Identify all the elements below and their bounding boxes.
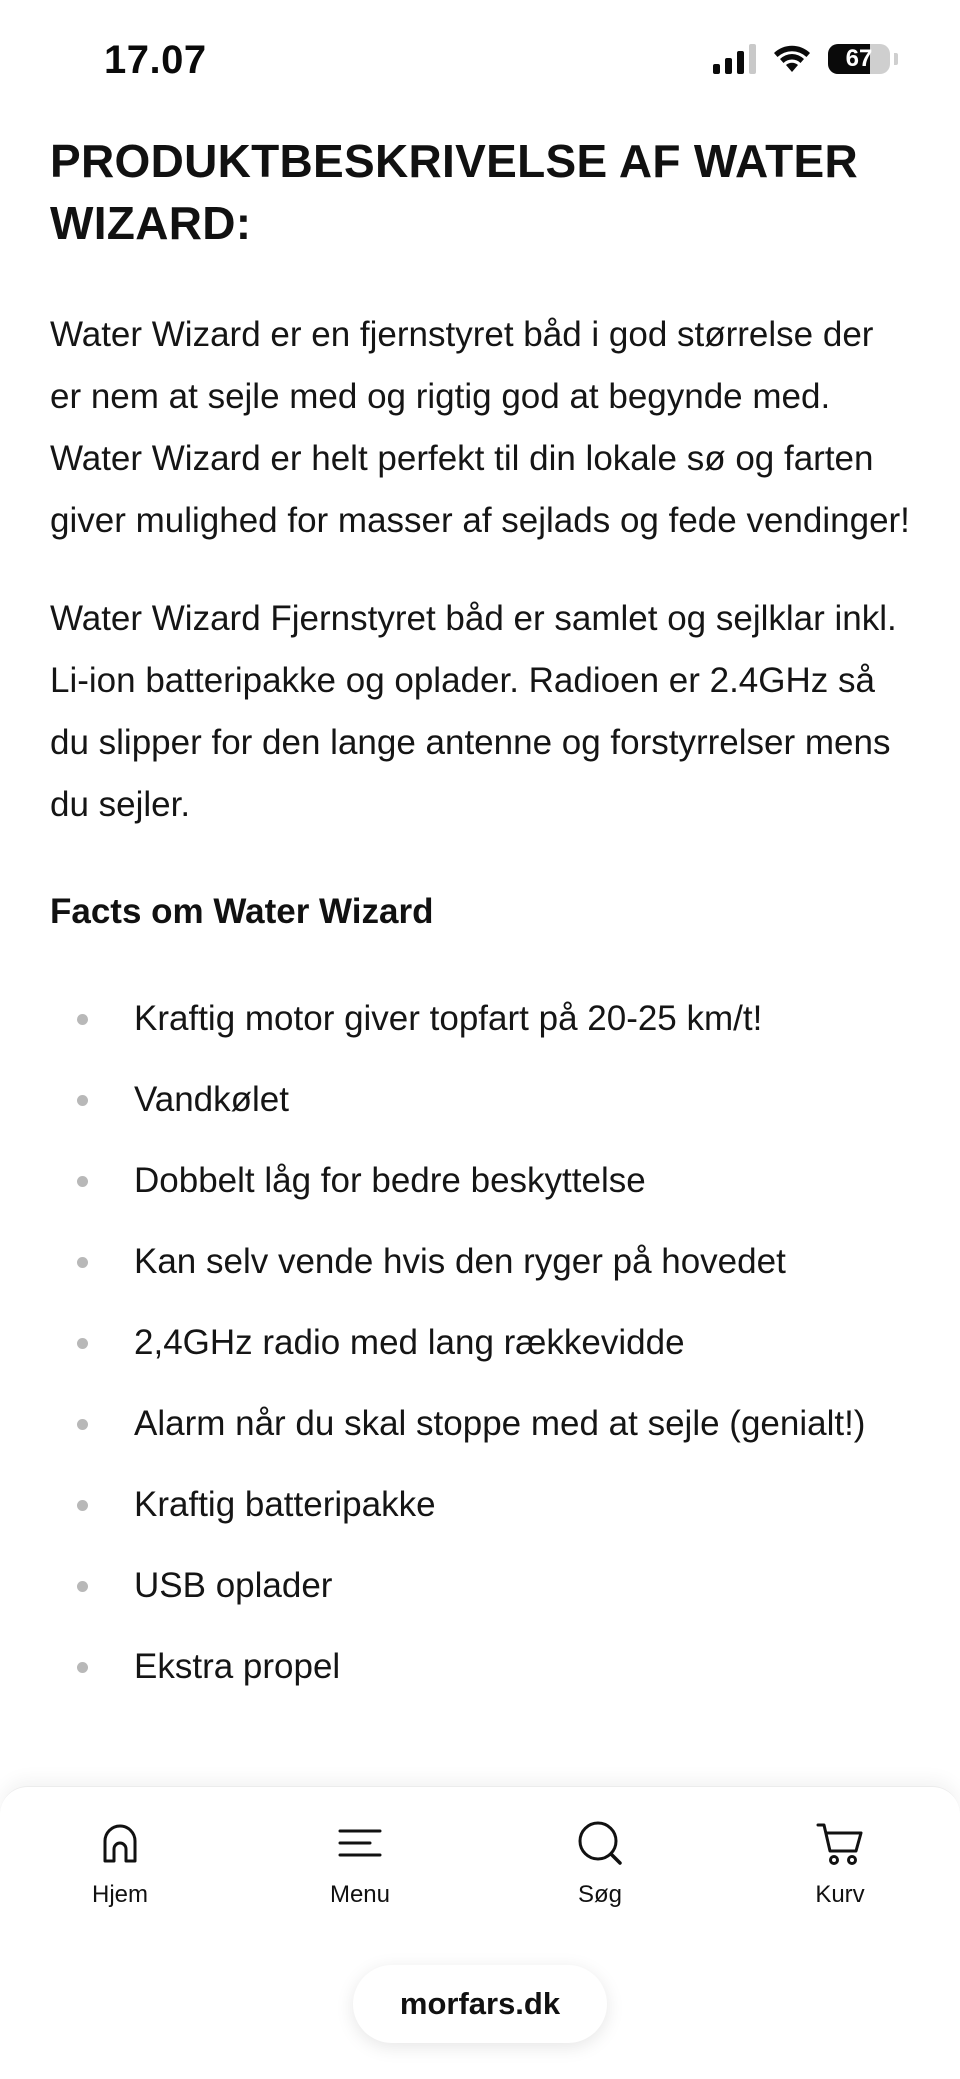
bottom-nav: [0, 1786, 960, 2079]
bullet-icon: [77, 1095, 88, 1106]
list-item-text: Kraftig batteripakke: [134, 1485, 436, 1524]
battery-cap: [894, 53, 898, 65]
list-item-text: Kan selv vende hvis den ryger på hovedet: [134, 1242, 786, 1281]
bullet-icon: [77, 1257, 88, 1268]
list-item-text: Dobbelt låg for bedre beskyttelse: [134, 1161, 646, 1200]
nav-items: [0, 1817, 960, 1909]
list-item: [50, 1312, 910, 1374]
list-item: [50, 1231, 910, 1293]
product-description: [50, 130, 910, 1717]
nav-item-cart[interactable]: [720, 1817, 960, 1909]
bullet-icon: [77, 1500, 88, 1511]
nav-label: Menu: [329, 1881, 391, 1908]
nav-label: Søg: [577, 1881, 622, 1908]
bullet-icon: [77, 1338, 88, 1349]
list-item-text: Alarm når du skal stoppe med at sejle (genialt!): [134, 1404, 866, 1443]
status-time: 17.07: [104, 38, 207, 82]
page-title: PRODUKTBESKRIVELSE AF WATER WIZARD:: [50, 135, 859, 249]
battery-icon: [828, 44, 890, 74]
facts-heading: Facts om Water Wizard: [50, 892, 434, 931]
list-item-text: Kraftig motor giver topfart på 20-25 km/t!: [134, 999, 763, 1038]
bullet-icon: [77, 1581, 88, 1592]
list-item: [50, 1555, 910, 1617]
status-icons: [713, 44, 898, 74]
list-item: [50, 1150, 910, 1212]
list-item: [50, 1393, 910, 1455]
list-item-text: Ekstra propel: [134, 1647, 341, 1686]
facts-list: [50, 988, 910, 1698]
search-icon: [574, 1817, 626, 1869]
description-paragraph: Water Wizard er en fjernstyret båd i god størrelse der er nem at sejle med og rigtig god at begynde med. Water Wizard er helt perfekt til din lokale sø og farten giver mulighed for masser af sejlads og fede vendinger!: [50, 315, 910, 540]
wifi-icon: [772, 44, 812, 74]
description-paragraph: Water Wizard Fjernstyret båd er samlet og sejlklar inkl. Li-ion batteripakke og oplader. Radioen er 2.4GHz så du slipper for den lange antenne og forstyrrelser mens du sejler.: [50, 599, 897, 824]
bullet-icon: [77, 1014, 88, 1025]
bullet-icon: [77, 1419, 88, 1430]
bullet-icon: [77, 1662, 88, 1673]
list-item: [50, 1474, 910, 1536]
address-bar-domain[interactable]: morfars.dk: [353, 1965, 607, 2043]
battery-level: 67: [845, 45, 873, 72]
bullet-icon: [77, 1176, 88, 1187]
list-item-text: USB oplader: [134, 1566, 333, 1605]
list-item: [50, 988, 910, 1050]
nav-label: Kurv: [815, 1881, 865, 1908]
nav-label: Hjem: [91, 1881, 148, 1908]
list-item: [50, 1636, 910, 1698]
list-item: [50, 1069, 910, 1131]
nav-item-home[interactable]: [0, 1817, 240, 1909]
list-item-text: 2,4GHz radio med lang rækkevidde: [134, 1323, 685, 1362]
cart-icon: [814, 1817, 866, 1869]
cellular-signal-icon: [713, 44, 756, 74]
nav-item-menu[interactable]: [240, 1817, 480, 1909]
status-bar: [0, 0, 960, 120]
nav-item-search[interactable]: [480, 1817, 720, 1909]
list-item-text: Vandkølet: [134, 1080, 289, 1119]
home-icon: [94, 1817, 146, 1869]
menu-icon: [334, 1817, 386, 1869]
